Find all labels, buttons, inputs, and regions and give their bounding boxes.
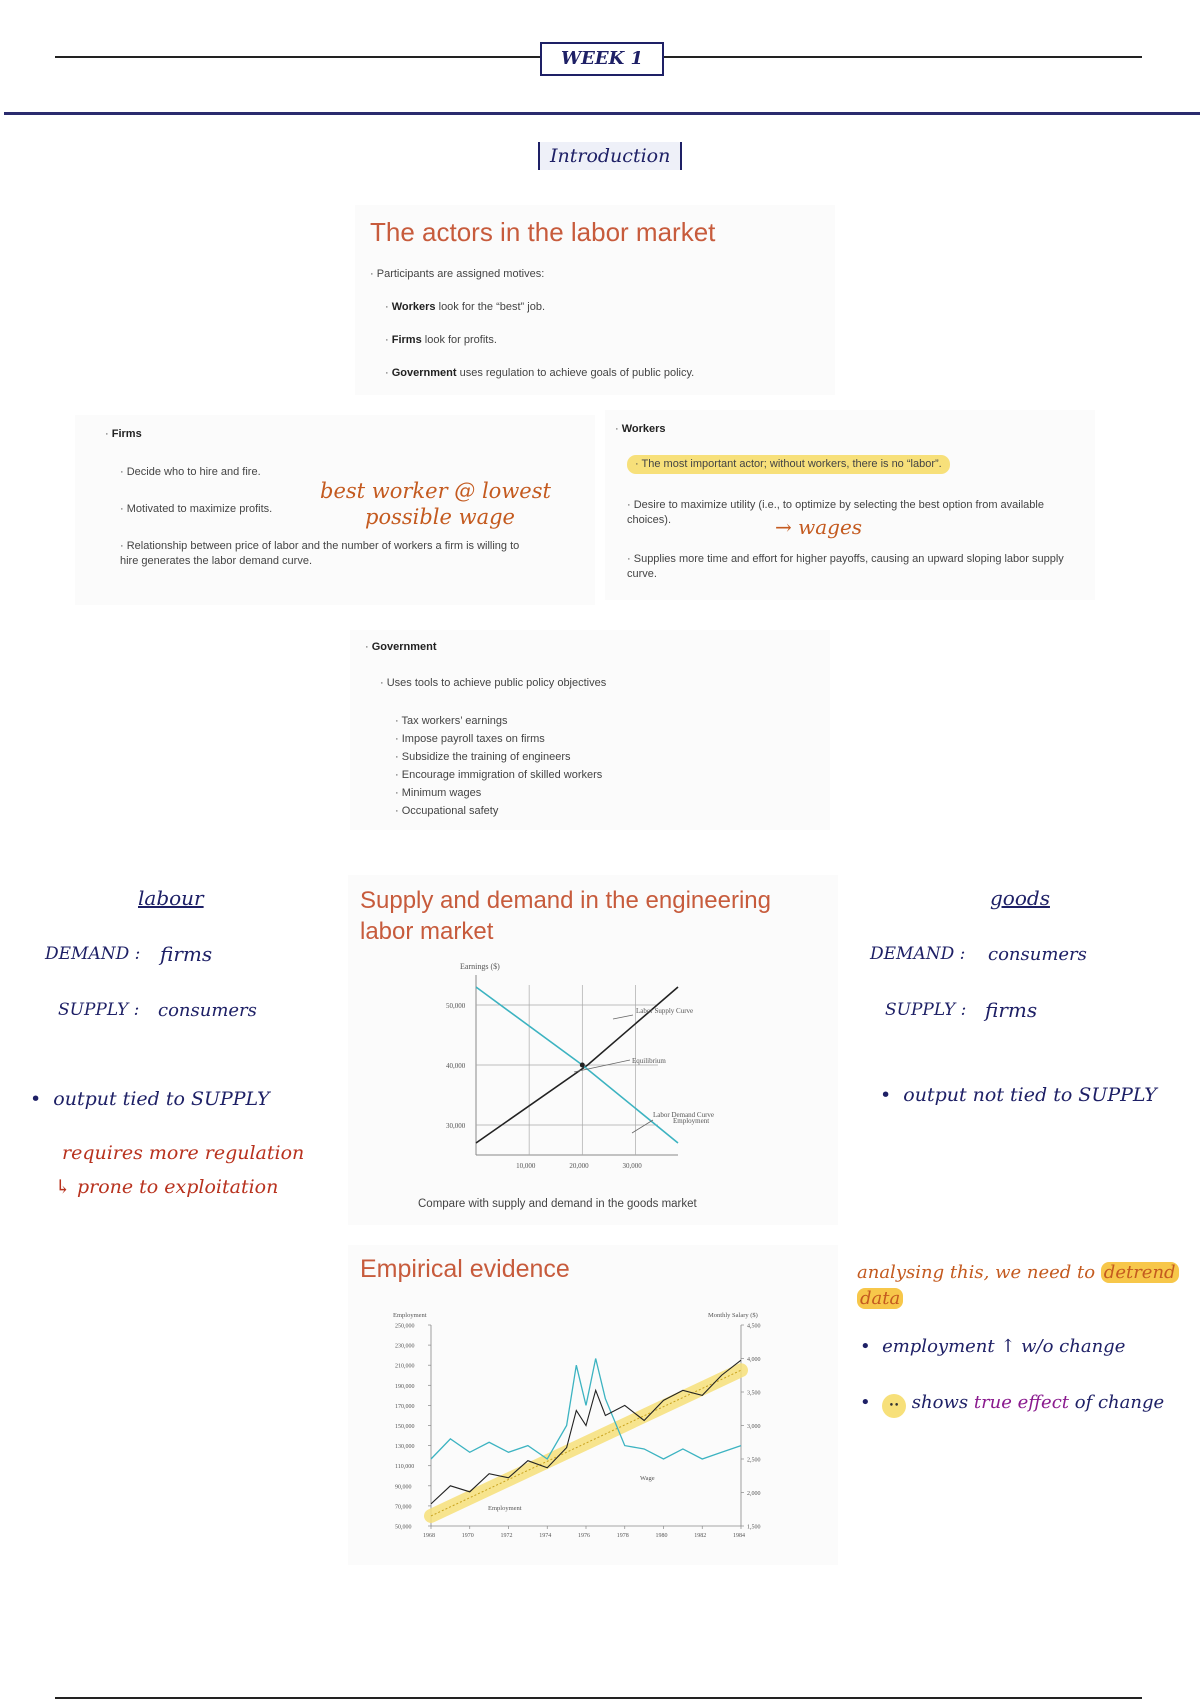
sd-ytick: 40,000 (446, 1062, 466, 1070)
labour-demand-value: firms (160, 942, 213, 966)
emp-title: Empirical evidence (360, 1255, 570, 1283)
actor-item-government: · Government uses regulation to achieve goals of public policy. (385, 367, 695, 379)
government-slide (350, 630, 830, 830)
sd-ticks (446, 1002, 642, 1170)
workers-highlight-text: The most important actor; without workers, there is no “labor”. (641, 458, 942, 470)
actor-item-workers: · Workers look for the “best” job. (385, 301, 546, 313)
sd-caption: Compare with supply and demand in the goods market (418, 1198, 697, 1210)
emp-lines (431, 1359, 741, 1516)
slide-intro: · Participants are assigned motives: (370, 268, 545, 280)
gov-item: · Subsidize the training of engineers (395, 751, 571, 763)
header-rule-right (662, 56, 1142, 58)
sd-ytick: 50,000 (446, 1002, 466, 1010)
emp-xtick: 1982 (694, 1533, 707, 1539)
emp-note-text: shows (911, 1392, 974, 1413)
sd-eq-annotation: Equilibrium (632, 1057, 666, 1065)
actors-slide (355, 205, 835, 395)
emp-ytick-right: 4,000 (747, 1357, 761, 1363)
emp-ytick-right: 2,500 (747, 1457, 761, 1464)
gov-heading-text: Government (371, 641, 437, 653)
detrend-highlight: data (857, 1288, 903, 1309)
workers-item-text: Desire to maximize utility (i.e., to optimize by selecting the best option from available choices). (627, 499, 1044, 526)
right-notes (860, 880, 1180, 1130)
labour-supply-value: consumers (158, 1000, 257, 1021)
emp-ytick-left: 130,000 (395, 1444, 415, 1451)
empirical-slide (348, 1245, 838, 1565)
sd-supply-annotation: Labor Supply Curve (636, 1007, 694, 1015)
emp-ytick-left: 70,000 (395, 1504, 412, 1511)
gov-sub-text: Uses tools to achieve public policy objectives (386, 677, 607, 689)
labour-bullet-text: output tied to SUPPLY (53, 1088, 270, 1110)
firms-note-line: possible wage (365, 505, 515, 529)
gov-item-text: Encourage immigration of skilled workers (401, 769, 603, 781)
workers-item: · Desire to maximize utility (i.e., to optimize by selecting the best option from available choices). (627, 499, 1044, 526)
workers-note: → wages (775, 515, 863, 539)
emp-xtick: 1984 (733, 1533, 745, 1539)
gov-item: · Tax workers’ earnings (395, 715, 508, 727)
sd-equilibrium-point (580, 1063, 585, 1068)
detrend-note-text: analysing this, we need to (857, 1262, 1101, 1283)
sd-title-line: Supply and demand in the engineering (360, 887, 771, 914)
gov-item-text: Occupational safety (401, 805, 499, 817)
week-label: WEEK 1 (540, 42, 664, 76)
gov-heading: · Government (365, 641, 437, 653)
header-rule-left (55, 56, 542, 58)
header-divider (4, 112, 1200, 115)
actor-text: uses regulation to achieve goals of public policy. (456, 367, 695, 379)
gov-list (395, 712, 602, 820)
emp-employment-line (431, 1360, 741, 1504)
detrend-note (857, 1260, 1187, 1312)
emp-note-text: employment ↑ w/o change (882, 1336, 1126, 1357)
emp-note-bullet: • •• shows true effect of change (860, 1392, 1164, 1418)
emp-xtick: 1974 (539, 1533, 552, 1539)
sd-demand-annotation: Labor Demand Curve (653, 1111, 715, 1119)
sd-ylabel: Earnings ($) (460, 962, 500, 971)
gov-sub: · Uses tools to achieve public policy objectives (380, 677, 607, 689)
gov-item-text: Minimum wages (401, 787, 482, 799)
workers-highlight: · The most important actor; without workers, there is no “labor”. (627, 455, 950, 474)
emp-ytick-right: 4,500 (747, 1323, 761, 1330)
sd-xtick: 20,000 (569, 1162, 589, 1170)
sd-title (360, 885, 771, 947)
emp-xtick: 1976 (578, 1533, 590, 1539)
emp-xtick: 1968 (423, 1533, 435, 1539)
labour-supply-label: SUPPLY : (58, 1000, 140, 1020)
emp-ytick-right: 2,000 (747, 1491, 761, 1497)
intro-text: Participants are assigned motives: (376, 268, 545, 280)
sd-xtick: 30,000 (622, 1162, 642, 1170)
emp-ytick-right: 3,000 (747, 1424, 761, 1430)
labour-bullet: • output tied to SUPPLY (30, 1088, 270, 1110)
emp-ylabel-left: Employment (393, 1312, 427, 1319)
sd-chart (348, 955, 838, 1180)
goods-heading: goods (990, 886, 1050, 910)
workers-heading: · Workers (615, 423, 666, 435)
emp-xtick: 1972 (500, 1533, 513, 1539)
gov-item-text: Subsidize the training of engineers (401, 751, 571, 763)
workers-heading-text: Workers (621, 423, 666, 435)
slide-title: The actors in the labor market (370, 217, 716, 247)
emp-wage-annotation: Wage (640, 1475, 655, 1482)
emp-note-bullet: • employment ↑ w/o change (860, 1336, 1126, 1357)
emp-note-purple: true effect (973, 1392, 1070, 1413)
emp-ytick-left: 170,000 (395, 1403, 415, 1410)
actor-item-firms: · Firms look for profits. (385, 334, 497, 346)
sd-xtick: 10,000 (516, 1162, 536, 1170)
labour-demand-label: DEMAND : (45, 944, 141, 964)
sd-ytick: 30,000 (446, 1122, 466, 1130)
labour-heading: labour (138, 886, 204, 910)
firms-item-text: Decide who to hire and fire. (126, 466, 261, 478)
emp-chart (348, 1305, 838, 1555)
sd-slide (348, 875, 838, 1225)
sd-title-line: labor market (360, 918, 494, 945)
emp-ytick-left: 50,000 (395, 1524, 412, 1531)
actor-text: look for profits. (421, 334, 497, 346)
workers-slide (605, 410, 1095, 600)
emp-ytick-left: 230,000 (395, 1343, 415, 1350)
firms-heading-text: Firms (111, 428, 142, 440)
firms-note-line: best worker @ lowest (320, 479, 551, 503)
detrend-highlight: detrend (1101, 1262, 1179, 1283)
sd-xlabel: Employment (673, 1117, 710, 1125)
smiley-icon: •• (882, 1394, 906, 1418)
emp-ytick-left: 250,000 (395, 1323, 415, 1330)
emp-ylabel-right: Monthly Salary ($) (708, 1312, 758, 1319)
actor-text: look for the “best” job. (435, 301, 546, 313)
firms-note (320, 478, 551, 530)
emp-ytick-right: 3,500 (747, 1390, 761, 1397)
firms-item: · Motivated to maximize profits. (120, 503, 273, 515)
emp-note-text: of change (1069, 1392, 1165, 1413)
sd-supply-leader (613, 1015, 633, 1019)
empirical-notes (855, 1258, 1190, 1438)
actor-bold: Firms (391, 334, 422, 346)
emp-xtick: 1978 (616, 1533, 629, 1539)
sd-grid (476, 985, 658, 1155)
firms-item: · Relationship between price of labor and the number of workers a firm is willing to hire generates the labor demand curve. (120, 540, 520, 567)
workers-item: · Supplies more time and effort for higher payoffs, causing an upward sloping labor supply curve. (627, 553, 1064, 580)
section-label (538, 142, 682, 170)
goods-supply-value: firms (985, 998, 1038, 1022)
emp-xtick: 1980 (655, 1533, 668, 1539)
left-notes (20, 880, 320, 1220)
firms-item: · Decide who to hire and fire. (120, 466, 261, 478)
section-label-text: Introduction (550, 145, 671, 167)
gov-item: · Encourage immigration of skilled workers (395, 769, 603, 781)
emp-ytick-left: 150,000 (395, 1424, 415, 1430)
gov-item-text: Impose payroll taxes on firms (401, 733, 545, 745)
firms-item-text: Motivated to maximize profits. (126, 503, 273, 515)
emp-xtick: 1970 (461, 1533, 474, 1539)
gov-item: · Impose payroll taxes on firms (395, 733, 545, 745)
goods-demand-label: DEMAND : (870, 944, 966, 964)
labour-red-line: requires more regulation (62, 1142, 305, 1164)
firms-heading: · Firms (105, 428, 142, 440)
labour-red-line: ↳ prone to exploitation (55, 1176, 279, 1198)
actor-bold: Government (391, 367, 457, 379)
goods-bullet-text: output not tied to SUPPLY (903, 1084, 1157, 1106)
emp-ytick-left: 190,000 (395, 1383, 415, 1390)
gov-item: · Minimum wages (395, 787, 482, 799)
goods-bullet: • output not tied to SUPPLY (880, 1084, 1157, 1106)
goods-supply-label: SUPPLY : (885, 1000, 967, 1020)
emp-ytick-left: 210,000 (395, 1363, 415, 1370)
gov-item-text: Tax workers’ earnings (401, 715, 508, 727)
emp-employment-annotation: Employment (488, 1505, 522, 1512)
emp-ytick-right: 1,500 (747, 1524, 761, 1531)
goods-demand-value: consumers (988, 944, 1087, 965)
actor-bold: Workers (391, 301, 436, 313)
emp-ytick-left: 90,000 (395, 1484, 412, 1491)
gov-item: · Occupational safety (395, 805, 499, 817)
workers-item-text: Supplies more time and effort for higher payoffs, causing an upward sloping labor supply curve. (627, 553, 1064, 580)
footer-rule (55, 1697, 1142, 1699)
emp-ytick-left: 110,000 (395, 1464, 415, 1471)
firms-item-text: Relationship between price of labor and the number of workers a firm is willing to hire generates the labor demand curve. (120, 540, 520, 567)
